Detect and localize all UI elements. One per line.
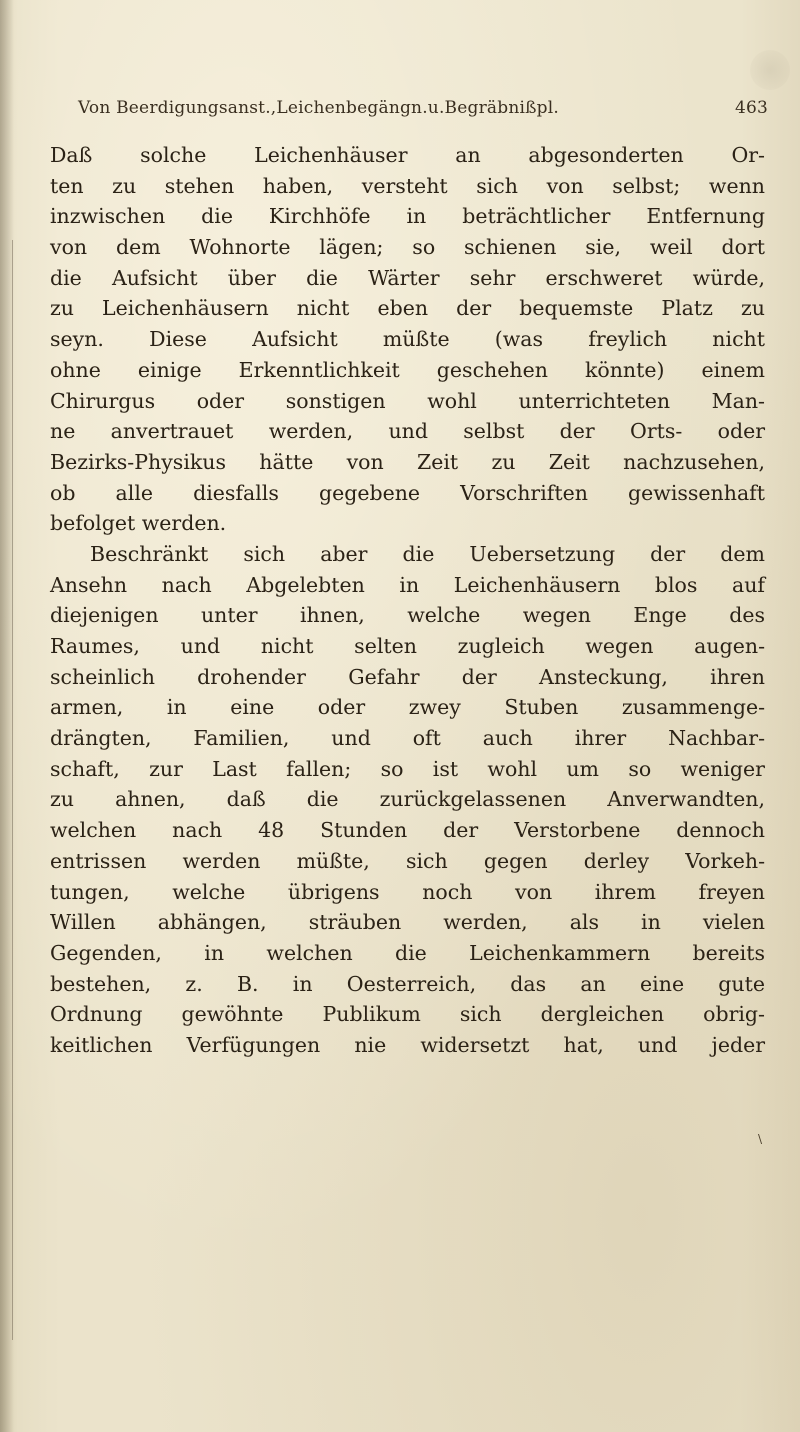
text-line: ohne einige Erkenntlichkeit geschehen könnte) einem bbox=[50, 357, 765, 382]
text-line: ob alle diesfalls gegebene Vorschriften gewissenhaft bbox=[50, 480, 765, 505]
text-line: Ordnung gewöhnte Publikum sich dergleichen obrig- bbox=[50, 1002, 765, 1027]
text-line: Gegenden, in welchen die Leichenkammern bereits bbox=[50, 940, 765, 965]
text-line: drängten, Familien, und oft auch ihrer Nachbar- bbox=[50, 726, 765, 751]
running-header bbox=[78, 98, 768, 118]
text-line: inzwischen die Kirchhöfe in beträchtlicher Entfernung bbox=[50, 204, 765, 229]
running-title: Von Beerdigungsanst.,Leichenbegängn.u.Begräbnißpl. bbox=[78, 98, 560, 118]
text-line: von dem Wohnorte lägen; so schienen sie, weil dort bbox=[50, 235, 765, 260]
text-line: Daß solche Leichenhäuser an abgesonderten Or- bbox=[50, 143, 765, 167]
text-line: die Aufsicht über die Wärter sehr erschweret würde, bbox=[50, 265, 765, 290]
page-number: 463 bbox=[734, 98, 768, 118]
text-line: schaft, zur Last fallen; so ist wohl um so weniger bbox=[50, 756, 765, 781]
text-line: scheinlich drohender Gefahr der Ansteckung, ihren bbox=[50, 664, 765, 689]
text-line: ten zu stehen haben, versteht sich von selbst; wenn bbox=[50, 173, 765, 198]
text-line: zu ahnen, daß die zurückgelassenen Anverwandten, bbox=[50, 787, 765, 812]
text-line: seyn. Diese Aufsicht müßte (was freylich nicht bbox=[50, 327, 765, 352]
text-line: Willen abhängen, sträuben werden, als in vielen bbox=[50, 910, 765, 935]
body-text bbox=[50, 140, 765, 1061]
print-mark: \ bbox=[758, 1132, 763, 1146]
text-line: befolget werden. bbox=[50, 511, 227, 536]
text-line: armen, in eine oder zwey Stuben zusammenge- bbox=[50, 695, 765, 720]
text-line: entrissen werden müßte, sich gegen derley Vorkeh- bbox=[50, 848, 765, 873]
text-line: ne anvertrauet werden, und selbst der Orts- oder bbox=[50, 419, 765, 444]
text-line: Bezirks-Physikus hätte von Zeit zu Zeit nachzusehen, bbox=[50, 449, 765, 474]
text-line: zu Leichenhäusern nicht eben der bequemste Platz zu bbox=[50, 296, 765, 321]
text-line: diejenigen unter ihnen, welche wegen Enge des bbox=[50, 603, 765, 628]
paper-stain bbox=[750, 50, 790, 90]
text-line: Ansehn nach Abgelebten in Leichenhäusern blos auf bbox=[50, 572, 765, 597]
text-line: Raumes, und nicht selten zugleich wegen augen- bbox=[50, 634, 765, 658]
text-line: welchen nach 48 Stunden der Verstorbene dennoch bbox=[50, 818, 765, 843]
text-line: tungen, welche übrigens noch von ihrem freyen bbox=[50, 879, 765, 904]
text-line: keitlichen Verfügungen nie widersetzt hat, und jeder bbox=[50, 1032, 765, 1057]
text-line: Chirurgus oder sonstigen wohl unterrichteten Man- bbox=[50, 388, 765, 413]
binding-edge bbox=[12, 240, 13, 1340]
text-line: Beschränkt sich aber die Uebersetzung der dem bbox=[90, 541, 765, 566]
text-line: bestehen, z. B. in Oesterreich, das an eine gute bbox=[50, 971, 765, 996]
